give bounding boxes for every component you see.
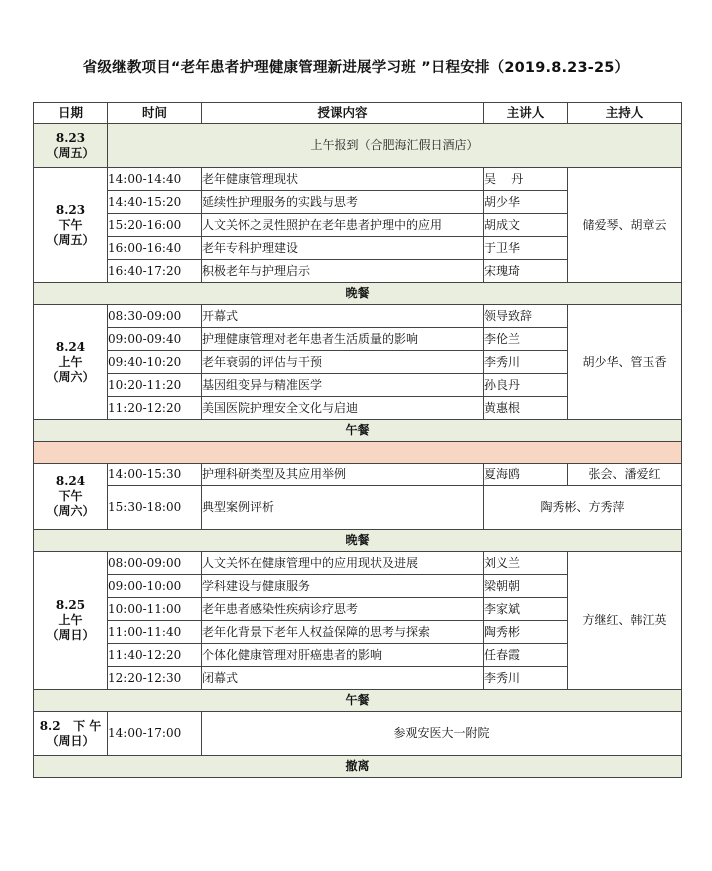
weekday-label: （周六）: [46, 504, 95, 518]
time-cell: 14:00-17:00: [108, 712, 202, 756]
meal-label: 午餐: [34, 420, 682, 442]
end-row: [34, 756, 682, 778]
schedule-table: [33, 102, 682, 778]
col-header-time: 时间: [108, 103, 202, 124]
registration-row: [34, 124, 682, 168]
speaker-cell: 黄惠根: [484, 397, 568, 420]
topic-cell: 典型案例评析: [202, 486, 484, 530]
header-row: [34, 103, 682, 124]
date-label: 8.24: [55, 474, 86, 488]
weekday-label: （周六）: [46, 369, 95, 384]
session-row: [34, 552, 682, 575]
time-cell: 09:00-10:00: [108, 575, 202, 598]
speaker-cell: 夏海鸥: [484, 464, 568, 486]
end-label: 撤离: [34, 756, 682, 778]
col-header-date: 日期: [34, 103, 108, 124]
session-row: [34, 168, 682, 191]
host-cell: 储爱琴、胡章云: [568, 168, 682, 283]
date-cell: [34, 464, 108, 530]
date-label: 8.23: [55, 130, 86, 145]
time-cell: 10:20-11:20: [108, 374, 202, 397]
meal-row: [34, 420, 682, 442]
weekday-label: （周日）: [46, 628, 95, 642]
speaker-cell: 于卫华: [484, 237, 568, 260]
topic-cell: 老年患者感染性疾病诊疗思考: [202, 598, 484, 621]
time-cell: 09:40-10:20: [108, 351, 202, 374]
visit-text: 参观安医大一附院: [202, 712, 682, 756]
speaker-cell: 胡少华: [484, 191, 568, 214]
date-label: 8.25: [55, 598, 86, 612]
meal-label: 晚餐: [34, 283, 682, 305]
topic-cell: 积极老年与护理启示: [202, 260, 484, 283]
session-row: [34, 464, 682, 486]
page-title: 省级继教项目“老年患者护理健康管理新进展学习班 ”日程安排（2019.8.23-25）: [82, 60, 630, 76]
speaker-host-cell: 陶秀彬、方秀萍: [484, 486, 682, 530]
time-cell: 11:20-12:20: [108, 397, 202, 420]
time-cell: 14:40-15:20: [108, 191, 202, 214]
topic-cell: 护理健康管理对老年患者生活质量的影响: [202, 328, 484, 351]
topic-cell: 延续性护理服务的实践与思考: [202, 191, 484, 214]
date-label: 8.24: [55, 339, 86, 354]
date-cell: [34, 305, 108, 420]
col-header-speaker: 主讲人: [484, 103, 568, 124]
meal-row: [34, 530, 682, 552]
period-label: 上午: [58, 354, 83, 369]
topic-cell: 闭幕式: [202, 667, 484, 690]
speaker-cell: 李秀川: [484, 351, 568, 374]
host-cell: 胡少华、管玉香: [568, 305, 682, 420]
host-cell: 方继红、韩江英: [568, 552, 682, 690]
time-cell: 15:30-18:00: [108, 486, 202, 530]
speaker-cell: 胡成文: [484, 214, 568, 237]
speaker-cell: 孙良丹: [484, 374, 568, 397]
time-cell: 16:40-17:20: [108, 260, 202, 283]
time-cell: 08:30-09:00: [108, 305, 202, 328]
speaker-cell: 李伦兰: [484, 328, 568, 351]
time-cell: 11:40-12:20: [108, 644, 202, 667]
date-cell: [34, 552, 108, 690]
topic-cell: 开幕式: [202, 305, 484, 328]
period-label: 下午: [58, 489, 83, 503]
col-header-host: 主持人: [568, 103, 682, 124]
time-cell: 12:20-12:30: [108, 667, 202, 690]
session-row: [34, 305, 682, 328]
date-label: 8.2 下 午: [39, 718, 102, 733]
topic-cell: 人文关怀之灵性照护在老年患者护理中的应用: [202, 214, 484, 237]
speaker-cell: 吴 丹: [484, 168, 568, 191]
speaker-cell: 刘义兰: [484, 552, 568, 575]
topic-cell: 个体化健康管理对肝癌患者的影响: [202, 644, 484, 667]
visit-row: [34, 712, 682, 756]
registration-text: 上午报到（合肥海汇假日酒店）: [108, 124, 682, 168]
topic-cell: 老年专科护理建设: [202, 237, 484, 260]
topic-cell: 老年化背景下老年人权益保障的思考与探索: [202, 621, 484, 644]
weekday-label: （周日）: [46, 733, 95, 748]
topic-cell: 美国医院护理安全文化与启迪: [202, 397, 484, 420]
speaker-cell: 陶秀彬: [484, 621, 568, 644]
speaker-cell: 李家斌: [484, 598, 568, 621]
topic-cell: 老年衰弱的评估与干预: [202, 351, 484, 374]
speaker-cell: 任春霞: [484, 644, 568, 667]
speaker-cell: 宋瑰琦: [484, 260, 568, 283]
spacer-row: [34, 442, 682, 464]
period-label: 下午: [58, 217, 83, 232]
date-cell: [34, 168, 108, 283]
topic-cell: 人文关怀在健康管理中的应用现状及进展: [202, 552, 484, 575]
speaker-cell: 李秀川: [484, 667, 568, 690]
speaker-cell: 梁朝朝: [484, 575, 568, 598]
date-cell: [34, 712, 108, 756]
topic-cell: 护理科研类型及其应用举例: [202, 464, 484, 486]
time-cell: 09:00-09:40: [108, 328, 202, 351]
time-cell: 10:00-11:00: [108, 598, 202, 621]
meal-label: 晚餐: [34, 530, 682, 552]
topic-cell: 学科建设与健康服务: [202, 575, 484, 598]
time-cell: 16:00-16:40: [108, 237, 202, 260]
time-cell: 14:00-14:40: [108, 168, 202, 191]
spacer-cell: [34, 442, 682, 464]
meal-label: 午餐: [34, 690, 682, 712]
session-row: [34, 486, 682, 530]
host-cell: 张会、潘爱红: [568, 464, 682, 486]
speaker-cell: 领导致辞: [484, 305, 568, 328]
col-header-topic: 授课内容: [202, 103, 484, 124]
topic-cell: 基因组变异与精准医学: [202, 374, 484, 397]
meal-row: [34, 283, 682, 305]
topic-cell: 老年健康管理现状: [202, 168, 484, 191]
date-label: 8.23: [55, 202, 86, 217]
time-cell: 11:00-11:40: [108, 621, 202, 644]
weekday-label: （周五）: [46, 232, 95, 247]
weekday-label: （周五）: [46, 145, 95, 160]
date-cell: [34, 124, 108, 168]
period-label: 上午: [58, 613, 83, 627]
time-cell: 14:00-15:30: [108, 464, 202, 486]
time-cell: 08:00-09:00: [108, 552, 202, 575]
time-cell: 15:20-16:00: [108, 214, 202, 237]
meal-row: [34, 690, 682, 712]
